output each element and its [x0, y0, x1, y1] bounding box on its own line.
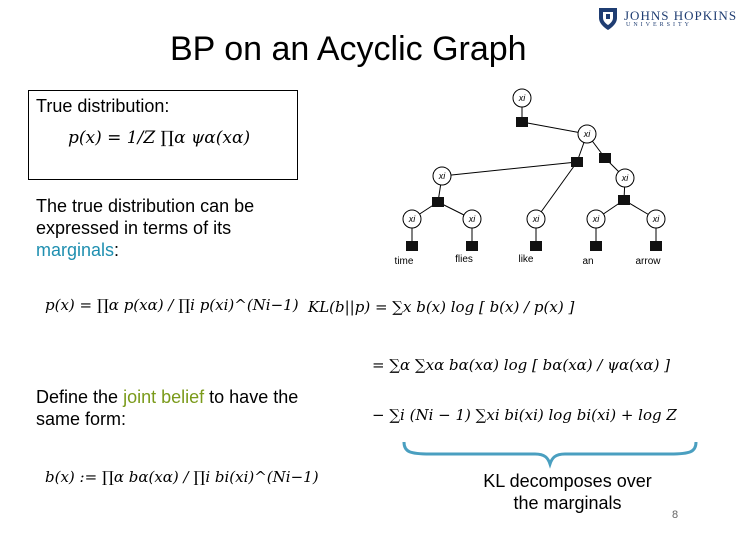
leaf-word-arrow: arrow: [635, 256, 661, 267]
svg-text:xi: xi: [408, 214, 416, 224]
svg-text:xi: xi: [621, 173, 629, 183]
factor-node: [599, 153, 611, 163]
logo-subtitle: UNIVERSITY: [626, 22, 692, 28]
svg-text:xi: xi: [592, 214, 600, 224]
leaf-word-time: time: [394, 256, 414, 267]
variable-node: [527, 210, 545, 228]
kl-line-3: − ∑i (Ni − 1) ∑xi bi(xi) log bi(xi) + log Z: [372, 406, 677, 424]
variable-node: [647, 210, 665, 228]
factor-graph: [380, 84, 680, 274]
true-distribution-label: True distribution:: [36, 96, 170, 116]
svg-text:xi: xi: [652, 214, 660, 224]
leaf-words: [395, 254, 662, 267]
variable-node: [616, 169, 634, 187]
joint-belief-text: Define the joint belief to have the same form:: [36, 387, 299, 429]
true-distribution-formula: p(x) = 1/Z ∏α ψα(xα): [68, 128, 251, 148]
logo-name: JOHNS HOPKINS: [624, 8, 737, 23]
factor-node: [650, 241, 662, 251]
variable-node: [463, 210, 481, 228]
b-definition-formula: b(x) := ∏α bα(xα) / ∏i bi(xi)^(Ni−1): [45, 468, 319, 486]
factor-node: [618, 195, 630, 205]
kl-line-2: = ∑α ∑xα bα(xα) log [ bα(xα) / ψα(xα) ]: [372, 356, 671, 374]
factor-node: [406, 241, 418, 251]
variable-node: [433, 167, 451, 185]
kl-brace: [400, 440, 700, 466]
p-marginals-formula: p(x) = ∏α p(xα) / ∏i p(xi)^(Ni−1): [45, 296, 299, 314]
variable-nodes: [403, 89, 665, 228]
page-number: 8: [672, 509, 679, 521]
shield-icon: [596, 6, 620, 32]
variable-node: [513, 89, 531, 107]
variable-node: [587, 210, 605, 228]
svg-text:xi: xi: [583, 129, 591, 139]
factor-node: [590, 241, 602, 251]
variable-node: [403, 210, 421, 228]
factor-node: [530, 241, 542, 251]
marginals-highlight: marginals: [36, 240, 115, 260]
factor-node: [516, 117, 528, 127]
kl-line-1: KL(b||p) = ∑x b(x) log [ b(x) / p(x) ]: [308, 298, 575, 316]
kl-note: KL decomposes over the marginals: [483, 471, 652, 513]
university-logo: [596, 6, 737, 32]
slide-title: BP on an Acyclic Graph: [170, 30, 527, 68]
leaf-word-like: like: [518, 254, 534, 265]
svg-text:xi: xi: [518, 93, 526, 103]
variable-node: [578, 125, 596, 143]
svg-text:xi: xi: [468, 214, 476, 224]
joint-belief-highlight: joint belief: [123, 387, 205, 407]
factor-node: [432, 197, 444, 207]
factor-node: [466, 241, 478, 251]
leaf-word-an: an: [582, 256, 594, 267]
marginals-text: The true distribution can be expressed in terms of its marginals:: [36, 196, 255, 260]
factor-node: [571, 157, 583, 167]
leaf-word-flies: flies: [455, 254, 473, 265]
svg-text:xi: xi: [438, 171, 446, 181]
svg-text:xi: xi: [532, 214, 540, 224]
